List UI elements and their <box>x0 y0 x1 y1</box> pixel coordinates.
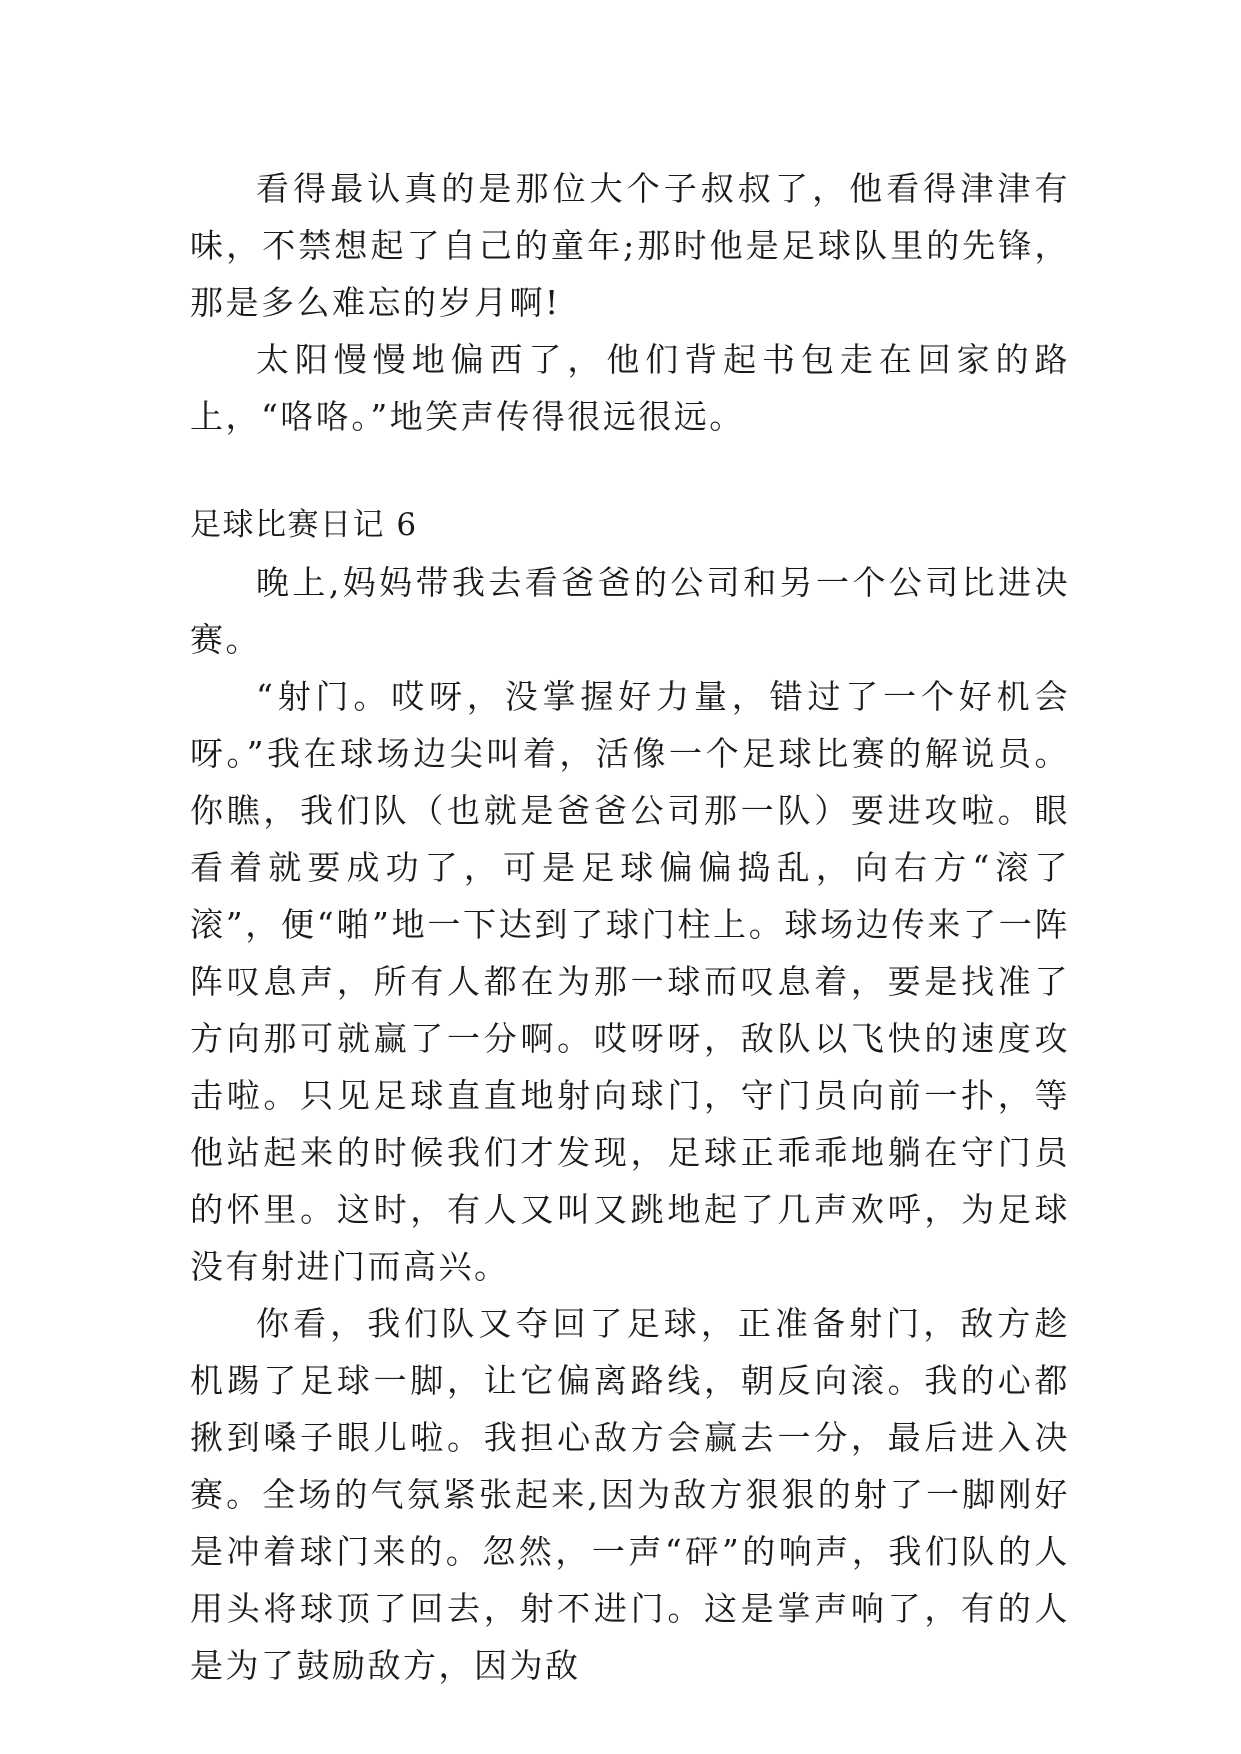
section-title: 足球比赛日记 6 <box>190 507 418 543</box>
paragraph: “射门。哎呀，没掌握好力量，错过了一个好机会呀。”我在球场边尖叫着，活像一个足球比赛的解说员。你瞧，我们队（也就是爸爸公司那一队）要进攻啦。眼看着就要成功了，可是足球偏偏捣乱，向右方“滚了滚”，便“啪”地一下达到了球门柱上。球场边传来了一阵阵叹息声，所有人都在为那一球而叹息着，要是找准了方向那可就赢了一分啊。哎呀呀，敌队以飞快的速度攻击啦。只见足球直直地射向球门，守门员向前一扑，等他站起来的时候我们才发现，足球正乖乖地躺在守门员的怀里。这时，有人又叫又跳地起了几声欢呼，为足球没有射进门而高兴。 <box>190 677 1070 1286</box>
paragraph: 晚上,妈妈带我去看爸爸的公司和另一个公司比进决赛。 <box>190 563 1070 659</box>
paragraph: 太阳慢慢地偏西了，他们背起书包走在回家的路上，“咯咯。”地笑声传得很远很远。 <box>190 340 1070 436</box>
section-spacer <box>190 445 1070 497</box>
paragraph: 看得最认真的是那位大个子叔叔了，他看得津津有味，不禁想起了自己的童年;那时他是足球队里的先锋，那是多么难忘的岁月啊! <box>190 169 1070 322</box>
paragraph: 你看，我们队又夺回了足球，正准备射门，敌方趁机踢了足球一脚，让它偏离路线，朝反向滚。我的心都揪到嗓子眼儿啦。我担心敌方会赢去一分，最后进入决赛。全场的气氛紧张起来,因为敌方狠狠的射了一脚刚好是冲着球门来的。忽然，一声“砰”的响声，我们队的人用头将球顶了回去，射不进门。这是掌声响了，有的人是为了鼓励敌方，因为敌 <box>190 1304 1070 1685</box>
document-body <box>190 160 1070 1694</box>
